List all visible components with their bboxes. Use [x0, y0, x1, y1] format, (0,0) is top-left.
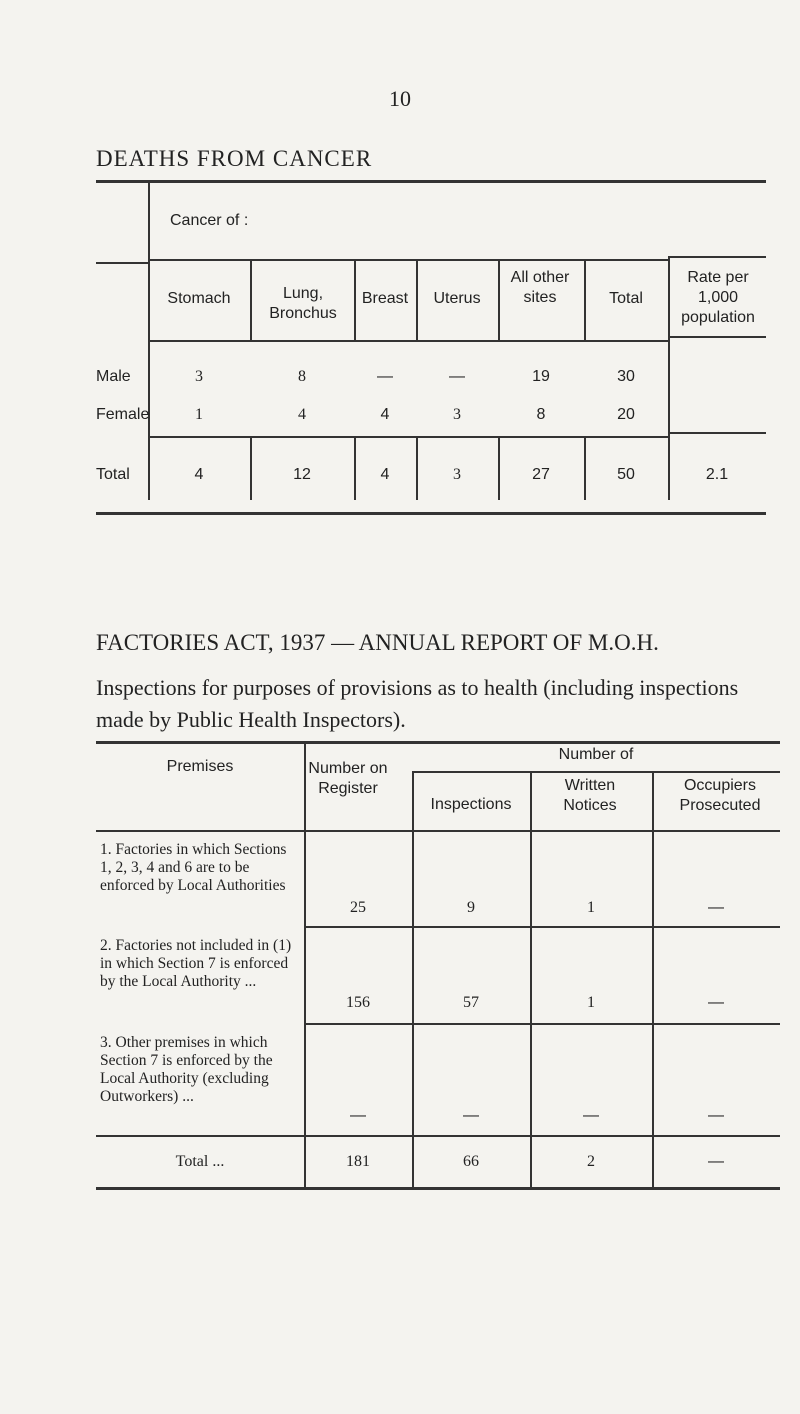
- cell: —: [583, 1107, 599, 1124]
- cell: 3: [195, 368, 203, 385]
- cell: 3: [453, 406, 461, 423]
- header-register: Number on Register: [308, 760, 388, 797]
- header-total: Total: [609, 290, 643, 307]
- header-rate: Rate per 1,000 population: [681, 269, 755, 326]
- header-number-of: Number of: [558, 746, 634, 763]
- row-label-male: Male: [96, 368, 131, 385]
- cell: 4: [380, 466, 390, 483]
- cell: 8: [298, 368, 306, 385]
- cell: 3: [453, 466, 461, 483]
- cell: —: [449, 368, 465, 385]
- cell: 50: [617, 466, 635, 483]
- header-inspections: Inspections: [430, 796, 512, 813]
- cell: 2.1: [705, 466, 729, 483]
- cell: 4: [298, 406, 306, 423]
- cell: 12: [293, 466, 311, 483]
- factories-title: FACTORIES ACT, 1937 — ANNUAL REPORT OF M.O.H.: [96, 630, 659, 655]
- header-stomach: Stomach: [167, 290, 231, 307]
- cell: —: [708, 1153, 724, 1170]
- header-notices: Written Notices: [563, 777, 617, 814]
- cell: —: [350, 1107, 366, 1124]
- cell: 27: [532, 466, 550, 483]
- cell: 30: [617, 368, 635, 385]
- cell: 1: [587, 899, 595, 916]
- cell: 20: [617, 406, 635, 423]
- factories-intro: Inspections for purposes of provisions as to health (including inspections made by Public Health Inspectors).: [96, 675, 739, 732]
- cell: 9: [467, 899, 475, 916]
- header-other-sites: All other sites: [510, 269, 570, 306]
- premises-row-3: 3. Other premises in which Section 7 is enforced by the Local Authority (excluding Outworkers) ...: [100, 1034, 273, 1105]
- premises-row-1: 1. Factories in which Sections 1, 2, 3, 4 and 6 are to be enforced by Local Authorities: [100, 841, 287, 894]
- cell: 19: [532, 368, 550, 385]
- cell: 4: [194, 466, 204, 483]
- header-lung: Lung, Bronchus: [269, 285, 337, 322]
- header-breast: Breast: [361, 290, 409, 307]
- premises-row-2: 2. Factories not included in (1) in which Section 7 is enforced by the Local Authority ...: [100, 937, 292, 990]
- cell: 2: [587, 1153, 595, 1170]
- cancer-group-label: Cancer of :: [170, 212, 249, 229]
- page-number: 10: [389, 86, 411, 111]
- header-uterus: Uterus: [433, 290, 481, 307]
- cancer-title: DEATHS FROM CANCER: [96, 146, 373, 171]
- total-label: Total ...: [175, 1153, 225, 1170]
- header-premises: Premises: [166, 758, 234, 775]
- header-prosecuted: Occupiers Prosecuted: [679, 777, 761, 814]
- cell: 66: [463, 1153, 479, 1170]
- cell: 4: [380, 406, 390, 423]
- cell: 1: [195, 406, 203, 423]
- cell: 1: [587, 994, 595, 1011]
- cell: —: [377, 368, 393, 385]
- cell: —: [708, 994, 724, 1011]
- cell: —: [708, 899, 724, 916]
- cell: 57: [463, 994, 479, 1011]
- cell: 25: [350, 899, 366, 916]
- cell: 181: [346, 1153, 370, 1170]
- cell: —: [708, 1107, 724, 1124]
- row-label-total: Total: [96, 466, 130, 483]
- row-label-female: Female: [96, 406, 150, 423]
- cell: 8: [536, 406, 546, 423]
- cell: —: [463, 1107, 479, 1124]
- cell: 156: [346, 994, 370, 1011]
